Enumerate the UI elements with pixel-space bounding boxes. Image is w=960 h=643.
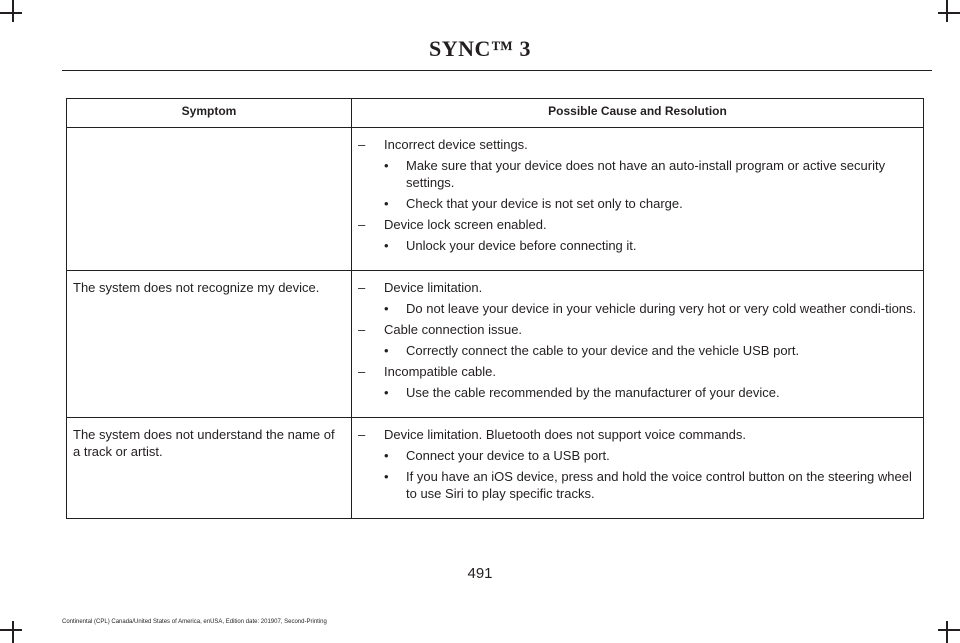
fix-text: If you have an iOS device, press and hold the voice control button on the steering wheel to use Siri to play specific tracks.: [406, 469, 912, 501]
dash-marker: –: [358, 427, 366, 442]
fix-item: [384, 195, 917, 212]
edition-footer: Continental (CPL) Canada/United States of America, enUSA, Edition date: 201907, Second-Printing: [62, 619, 327, 625]
cause-text: Device limitation.: [384, 280, 483, 295]
cause-item: [358, 279, 917, 296]
cause-item: [358, 321, 917, 338]
cause-item: [358, 363, 917, 380]
dash-marker: –: [358, 322, 366, 337]
symptom-cell: The system does not recognize my device.: [67, 271, 352, 418]
dash-marker: –: [358, 280, 366, 295]
crop-mark-bottom-right-h: [938, 629, 960, 631]
fix-text: Check that your device is not set only to charge.: [406, 196, 683, 211]
crop-mark-top-left-v: [12, 0, 14, 22]
dash-marker: –: [358, 137, 366, 152]
symptom-column-header: Symptom: [67, 99, 352, 128]
bullet-marker: •: [384, 158, 389, 173]
cause-text: Incompatible cable.: [384, 364, 497, 379]
cause-item: [358, 136, 917, 153]
table-body: [67, 128, 924, 519]
crop-mark-top-right-h: [938, 12, 960, 14]
crop-mark-top-left-h: [0, 12, 22, 14]
page-title: SYNC™ 3: [429, 36, 531, 61]
fix-text: Unlock your device before connecting it.: [406, 238, 637, 253]
table-row: [67, 128, 924, 271]
crop-mark-bottom-left-h: [0, 629, 22, 631]
fix-item: [384, 447, 917, 464]
resolution-cell: [352, 128, 924, 271]
fix-text: Connect your device to a USB port.: [406, 448, 610, 463]
fix-text: Correctly connect the cable to your device and the vehicle USB port.: [406, 343, 800, 358]
table-row: [67, 271, 924, 418]
bullet-marker: •: [384, 301, 389, 316]
cause-item: [358, 426, 917, 443]
cause-text: Cable connection issue.: [384, 322, 523, 337]
fix-item: [384, 157, 917, 191]
crop-mark-top-right-v: [946, 0, 948, 22]
bullet-marker: •: [384, 196, 389, 211]
bullet-marker: •: [384, 448, 389, 463]
page-number: 491: [467, 565, 493, 582]
cause-text: Device lock screen enabled.: [384, 217, 547, 232]
bullet-marker: •: [384, 343, 389, 358]
cause-item: [358, 216, 917, 233]
cause-text: Incorrect device settings.: [384, 137, 528, 152]
bullet-marker: •: [384, 469, 389, 484]
fix-item: [384, 342, 917, 359]
table-header-row: [67, 99, 924, 128]
resolution-cell: [352, 418, 924, 519]
symptom-cell: The system does not understand the name of a track or artist.: [67, 418, 352, 519]
fix-text: Use the cable recommended by the manufacturer of your device.: [406, 385, 780, 400]
symptom-cell: [67, 128, 352, 271]
fix-text: Do not leave your device in your vehicle during very hot or very cold weather condi-tions.: [406, 301, 917, 316]
dash-marker: –: [358, 364, 366, 379]
troubleshooting-table: [66, 98, 924, 519]
fix-item: [384, 468, 917, 502]
dash-marker: –: [358, 217, 366, 232]
resolution-column-header: Possible Cause and Resolution: [352, 99, 924, 128]
fix-item: [384, 300, 917, 317]
fix-item: [384, 237, 917, 254]
crop-mark-bottom-left-v: [12, 621, 14, 643]
table-row: [67, 418, 924, 519]
crop-mark-bottom-right-v: [946, 621, 948, 643]
title-rule: [62, 70, 932, 71]
bullet-marker: •: [384, 385, 389, 400]
fix-text: Make sure that your device does not have an auto-install program or active security settings.: [406, 158, 886, 190]
bullet-marker: •: [384, 238, 389, 253]
resolution-cell: [352, 271, 924, 418]
fix-item: [384, 384, 917, 401]
cause-text: Device limitation. Bluetooth does not support voice commands.: [384, 427, 747, 442]
